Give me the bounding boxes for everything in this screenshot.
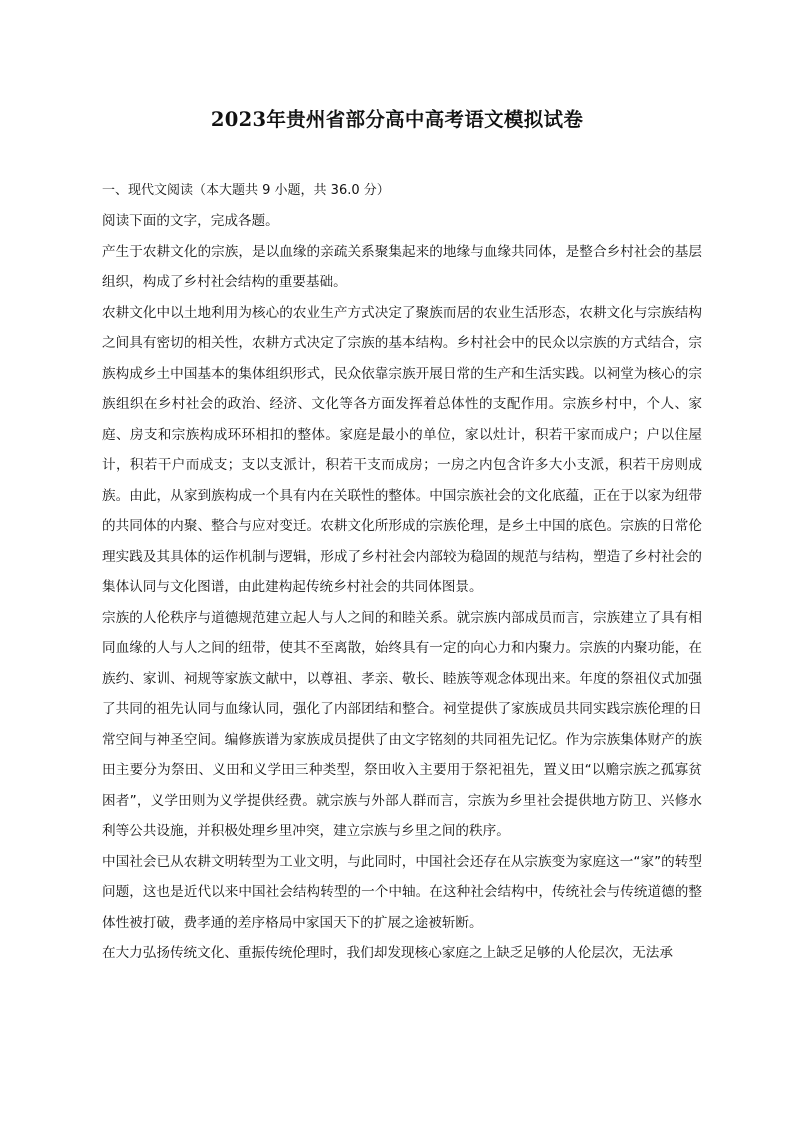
paragraph-1: 产生于农耕文化的宗族，是以血缘的亲疏关系聚集起来的地缘与血缘共同体，是整合乡村社会的基层组织，构成了乡村社会结构的重要基础。 [102, 243, 702, 290]
paragraph-instruction: 阅读下面的文字，完成各题。 [102, 213, 279, 229]
paragraph-3: 宗族的人伦秩序与道德规范建立起人与人之间的和睦关系。就宗族内部成员而言，宗族建立了具有相同血缘的人与人之间的纽带，使其不至离散，始终具有一定的向心力和内聚力。宗族的内聚功能，在族约、家训、祠规等家族文献中，以尊祖、孝亲、敬长、睦族等观念体现出来。年度的祭祖仪式加强了共同的祖先认同与血缘认同，强化了内部团结和整合。祠堂提供了家族成员共同实践宗族伦理的日常空间与神圣空间。编修族谱为家族成员提供了由文字铭刻的共同祖先记忆。作为宗族集体财产的族田主要分为祭田、义田和义学田三种类型，祭田收入主要用于祭祀祖先，置义田“以赡宗族之孤寡贫困者”，义学田则为义学提供经费。就宗族与外部人群而言，宗族为乡里社会提供地方防卫、兴修水利等公共设施，并积极处理乡里冲突，建立宗族与乡里之间的秩序。 [102, 609, 702, 839]
paragraph-2: 农耕文化中以土地利用为核心的农业生产方式决定了聚族而居的农业生活形态，农耕文化与宗族结构之间具有密切的相关性，农耕方式决定了宗族的基本结构。乡村社会中的民众以宗族的方式结合，宗族构成乡土中国基本的集体组织形式，民众依靠宗族开展日常的生产和生活实践。以祠堂为核心的宗族组织在乡村社会的政治、经济、文化等各方面发挥着总体性的支配作用。宗族乡村中，个人、家庭、房支和宗族构成环环相扣的整体。家庭是最小的单位，家以灶计，积若干家而成户；户以住屋计，积若干户而成支；支以支派计，积若干支而成房；一房之内包含许多大小支派，积若干房则成族。由此，从家到族构成一个具有内在关联性的整体。中国宗族社会的文化底蕴，正在于以家为纽带的共同体的内聚、整合与应对变迁。农耕文化所形成的宗族伦理，是乡土中国的底色。宗族的日常伦理实践及其具体的运作机制与逻辑，形成了乡村社会内部较为稳固的规范与结构，塑造了乡村社会的集体认同与文化图谱，由此建构起传统乡村社会的共同体图景。 [102, 304, 702, 595]
document-body [102, 176, 702, 969]
paragraph-4: 中国社会已从农耕文明转型为工业文明，与此同时，中国社会还存在从宗族变为家庭这一“家”的转型问题，这也是近代以来中国社会结构转型的一个中轴。在这种社会结构中，传统社会与传统道德的整体性被打破，费孝通的差序格局中家国天下的扩展之途被斩断。 [102, 853, 702, 931]
section-heading: 一、现代文阅读（本大题共 9 小题，共 36.0 分） [102, 183, 390, 198]
paragraph-5: 在大力弘扬传统文化、重振传统伦理时，我们却发现核心家庭之上缺乏足够的人伦层次，无法承 [102, 945, 673, 961]
document-title: 2023年贵州省部分高中高考语文模拟试卷 [210, 108, 584, 131]
